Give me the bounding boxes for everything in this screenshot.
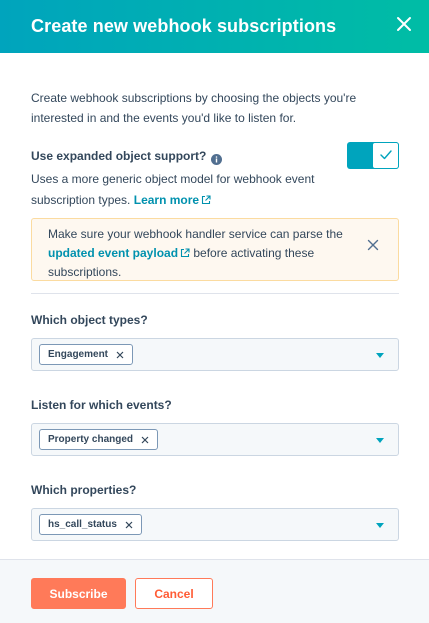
- close-icon[interactable]: [395, 15, 413, 33]
- object-type-tag: [39, 344, 133, 365]
- expanded-support-label: Use expanded object support?: [31, 149, 207, 163]
- expanded-support-toggle[interactable]: [347, 142, 399, 169]
- expanded-support-description: [31, 169, 331, 211]
- toggle-knob: [372, 142, 399, 169]
- payload-alert: [31, 218, 399, 281]
- properties-select[interactable]: [31, 508, 399, 541]
- caret-down-icon: [376, 353, 384, 358]
- object-type-tag-label: Engagement: [48, 349, 109, 360]
- remove-tag-icon[interactable]: [141, 436, 149, 444]
- external-link-icon: [201, 191, 211, 201]
- modal-body: [31, 53, 399, 585]
- info-icon[interactable]: [211, 151, 222, 162]
- object-types-field: [31, 313, 399, 371]
- caret-down-icon: [376, 438, 384, 443]
- modal-footer: [0, 559, 429, 623]
- modal-title: Create new webhook subscriptions: [31, 16, 337, 36]
- events-field: [31, 398, 399, 456]
- modal-header: [0, 0, 429, 53]
- properties-label: Which properties?: [31, 483, 137, 497]
- alert-close-icon[interactable]: [367, 238, 379, 250]
- subscribe-button[interactable]: Subscribe: [31, 578, 126, 609]
- property-tag-label: hs_call_status: [48, 519, 117, 530]
- cancel-button[interactable]: Cancel: [135, 578, 213, 609]
- alert-text-after: before activating these subscriptions.: [48, 246, 315, 279]
- learn-more-text: Learn more: [133, 193, 200, 207]
- object-types-label: Which object types?: [31, 313, 148, 327]
- properties-field: [31, 483, 399, 541]
- alert-link-text: updated event payload: [48, 246, 179, 260]
- expanded-support-row: [31, 146, 399, 166]
- intro-text: Create webhook subscriptions by choosing the objects you're interested in and the events you'd like to listen for.: [31, 91, 357, 125]
- event-tag-label: Property changed: [48, 434, 134, 445]
- expanded-desc-text: Uses a more generic object model for webhook event subscription types.: [31, 172, 315, 207]
- event-tag: [39, 429, 158, 450]
- alert-text-before: Make sure your webhook handler service can parse the: [48, 227, 343, 241]
- remove-tag-icon[interactable]: [125, 521, 133, 529]
- updated-event-payload-link[interactable]: [48, 246, 190, 260]
- check-icon: [380, 149, 392, 163]
- caret-down-icon: [376, 523, 384, 528]
- events-label: Listen for which events?: [31, 398, 172, 412]
- learn-more-link[interactable]: [134, 193, 211, 207]
- events-select[interactable]: [31, 423, 399, 456]
- divider: [31, 293, 399, 294]
- remove-tag-icon[interactable]: [116, 351, 124, 359]
- property-tag: [39, 514, 142, 535]
- object-types-select[interactable]: [31, 338, 399, 371]
- external-link-icon: [180, 245, 190, 255]
- expanded-support-label-wrap: [31, 146, 399, 166]
